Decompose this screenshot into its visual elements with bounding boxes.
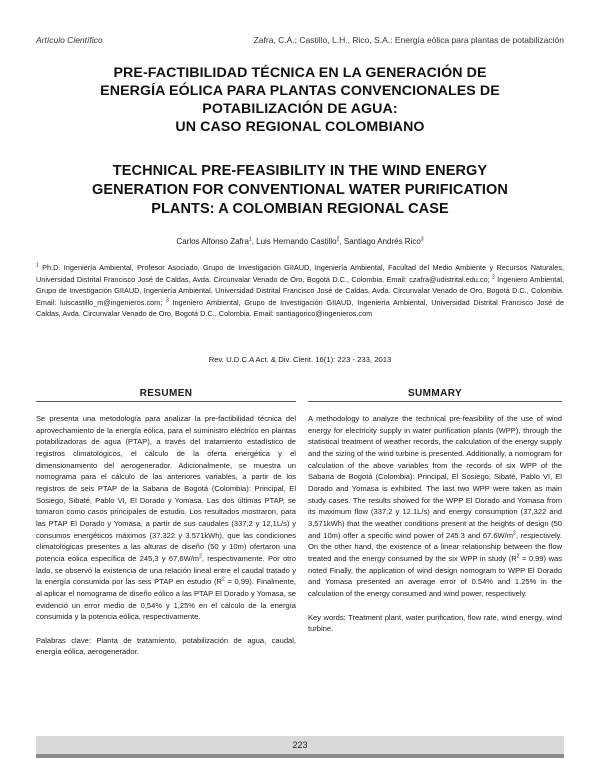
title-en-line: TECHNICAL PRE-FEASIBILITY IN THE WIND ENERGY: [112, 163, 488, 179]
footer-bar: [36, 754, 564, 758]
summary-keywords: Key words: Treatment plant, water purification, flow rate, wind energy, wind turbine.: [308, 612, 562, 634]
author-list: [36, 237, 564, 246]
affiliation-text: Ingeniero Ambiental, Grupo de Investigación GIIAUD, Ingeniería Ambiental, Universidad Distrital Francisco José de Caldas, Avda. Circunvalar Venado de Oro, Bogotá D.C., Colombia. Email: luiscastillo_m@ingenieros.com;: [36, 274, 564, 307]
author-superscript: 2: [336, 236, 340, 243]
summary-heading: SUMMARY: [407, 388, 463, 399]
affiliations: [36, 262, 564, 320]
page-number: 223: [292, 740, 308, 750]
affiliation-superscript: 2: [491, 274, 495, 281]
resumen-text: , respectivamente. Por otro lado, se observó la existencia de una relación lineal entre el caudal tratado y la energía consumida por las seis PTAP en estudio (R: [36, 553, 296, 587]
superscript: 2: [199, 553, 202, 560]
superscript: 2: [513, 530, 516, 537]
summary-paragraph: [308, 413, 562, 600]
affiliation-text: Ingeniero Ambiental, Grupo de Investigación GIIAUD, Ingeniería Ambiental, Universidad Distrital Francisco José de Caldas, Avda. Circunvalar Venado de Oro, Bogotá D.C., Colombia. Email: santiagorico@ingenieros.com: [36, 297, 565, 319]
title-es-line: ENERGÍA EÓLICA PARA PLANTAS CONVENCIONALES DE: [100, 83, 500, 99]
title-english: [36, 162, 564, 219]
title-en-line: GENERATION FOR CONVENTIONAL WATER PURIFICATION: [92, 182, 508, 198]
author-name: Carlos Alfonso Zafra: [176, 237, 249, 246]
page-footer: [36, 736, 564, 758]
resumen-text: = 0,99). Finalmente, al aplicar el nomograma de diseño eólico a las PTAP El Dorado y Yomasa, se evidenció un error medio de 0,54% y 1,25% en el cálculo de la energía consumida y la potencia eólica, respectivamente.: [36, 577, 296, 622]
resumen-divider: [36, 401, 296, 402]
summary-divider: [308, 401, 562, 402]
citation: Rev. U.D.C.A Act. & Div. Cient. 16(1): 223 - 233, 2013: [208, 355, 392, 364]
author-name: , Luis Hernando Castillo: [251, 237, 337, 246]
running-title: Zafra, C.A.; Castillo, L.H., Rico, S.A.: Energía eólica para plantas de potabilización: [253, 35, 564, 45]
summary-text: = 0.99) was noted Finally, the application of wind design nomogram to WPP El Dorado and Yomasa presented an average error of 0.54% and 1.25% in the calculation of the energy consumed and wind power, respectively.: [308, 553, 563, 598]
section-label: Artículo Científico: [36, 35, 103, 45]
title-spanish: [36, 64, 564, 136]
summary-text: A methodology to analyze the technical pre-feasibility of the use of wind energy for electricity supply in water purification plants (WPP), through the statistical treatment of weather records, the calculation of the energy supply and the sizing of the wind turbine is presented. Additionally, a nomogram for calculation of the above variables from the records of six WPP of the Sabana de Bogotá (Colombia): Principal, El Sosiego, Sibaté, Pablo VI, El Dorado and Yomasa is exhibited. The last two WPP were taken as main study cases. The results showed for the WPP El Dorado and Yomasa from its maximum flow (337.2 y 12.1L/s) and energy consumption (37,322 and 3,571kWh) that the weather conditions present at the heights of design (50 and 10m) offer a specific wind power of 245.3 and 67.6W/m: [308, 414, 562, 540]
title-es-line: PRE-FACTIBILIDAD TÉCNICA EN LA GENERACIÓN DE: [113, 65, 487, 81]
affiliation-superscript: 3: [165, 297, 169, 304]
resumen-keywords: Palabras clave: Planta de tratamiento, potabilización de agua, caudal, energía eólica, aerogenerador.: [36, 635, 296, 657]
resumen-paragraph: [36, 413, 296, 623]
author-superscript: 1: [248, 236, 252, 243]
resumen-heading: RESUMEN: [139, 388, 193, 399]
title-es-line: POTABILIZACIÓN DE AGUA:: [202, 101, 398, 117]
title-en-line: PLANTS: A COLOMBIAN REGIONAL CASE: [151, 201, 449, 217]
superscript: 2: [221, 576, 225, 583]
summary-text: , respectively. On the other hand, the existence of a linear relationship between the flow treated and the energy consumed by the six WPP in study (R: [308, 530, 562, 563]
author-superscript: 3: [420, 236, 424, 243]
author-name: , Santiago Andrés Rico: [339, 237, 421, 246]
title-es-line: UN CASO REGIONAL COLOMBIANO: [175, 119, 425, 135]
resumen-text: Se presenta una metodología para analizar la pre-factibilidad técnica del aprovechamiento de la energía eólica, para el suministro eléctrico en plantas potabilizadoras de agua (PTAP), a través del tratamiento estadístico de registros climatológicos, el cálculo de la oferta energética y el dimensionamiento del aerogenerador. Adicionalmente, se muestra un nomograma para el cálculo de las anteriores variables, a partir de los registros de seis PTAP de la Sabana de Bogotá (Colombia): Principal, El Sosiego, Sibaté, Pablo VI, El Dorado y Yomasa. Las dos últimas PTAP, se tomaron como casos principales de estudio. Los resultados mostraron, para las PTAP El Dorado y Yomasa, a partir de sus caudales (337,2 y 12,1L/s) y consumos energéticos máximos (37.322 y 3.571kWh), que las condiciones climatológicas presentes a las alturas de diseño (50 y 10m) ofertaron una potencia eólica específica de 245,3 y 67,6W/m: [36, 414, 296, 563]
affiliation-superscript: 1: [36, 262, 39, 269]
resumen-column: [36, 413, 296, 658]
affiliation-text: Ph.D. Ingeniería Ambiental, Profesor Asociado, Grupo de Investigación GIIAUD, Ingeniería Ambiental, Facultad del Medio Ambiente y Recursos Naturales, Universidad Distrital Francisco José de Caldas, Avda. Circunvalar Venado de Oro, Bogotá D.C., Colombia. Email: czafra@udistrital.edu.co;: [36, 263, 564, 284]
superscript: 2: [516, 553, 520, 560]
summary-column: [308, 413, 562, 635]
